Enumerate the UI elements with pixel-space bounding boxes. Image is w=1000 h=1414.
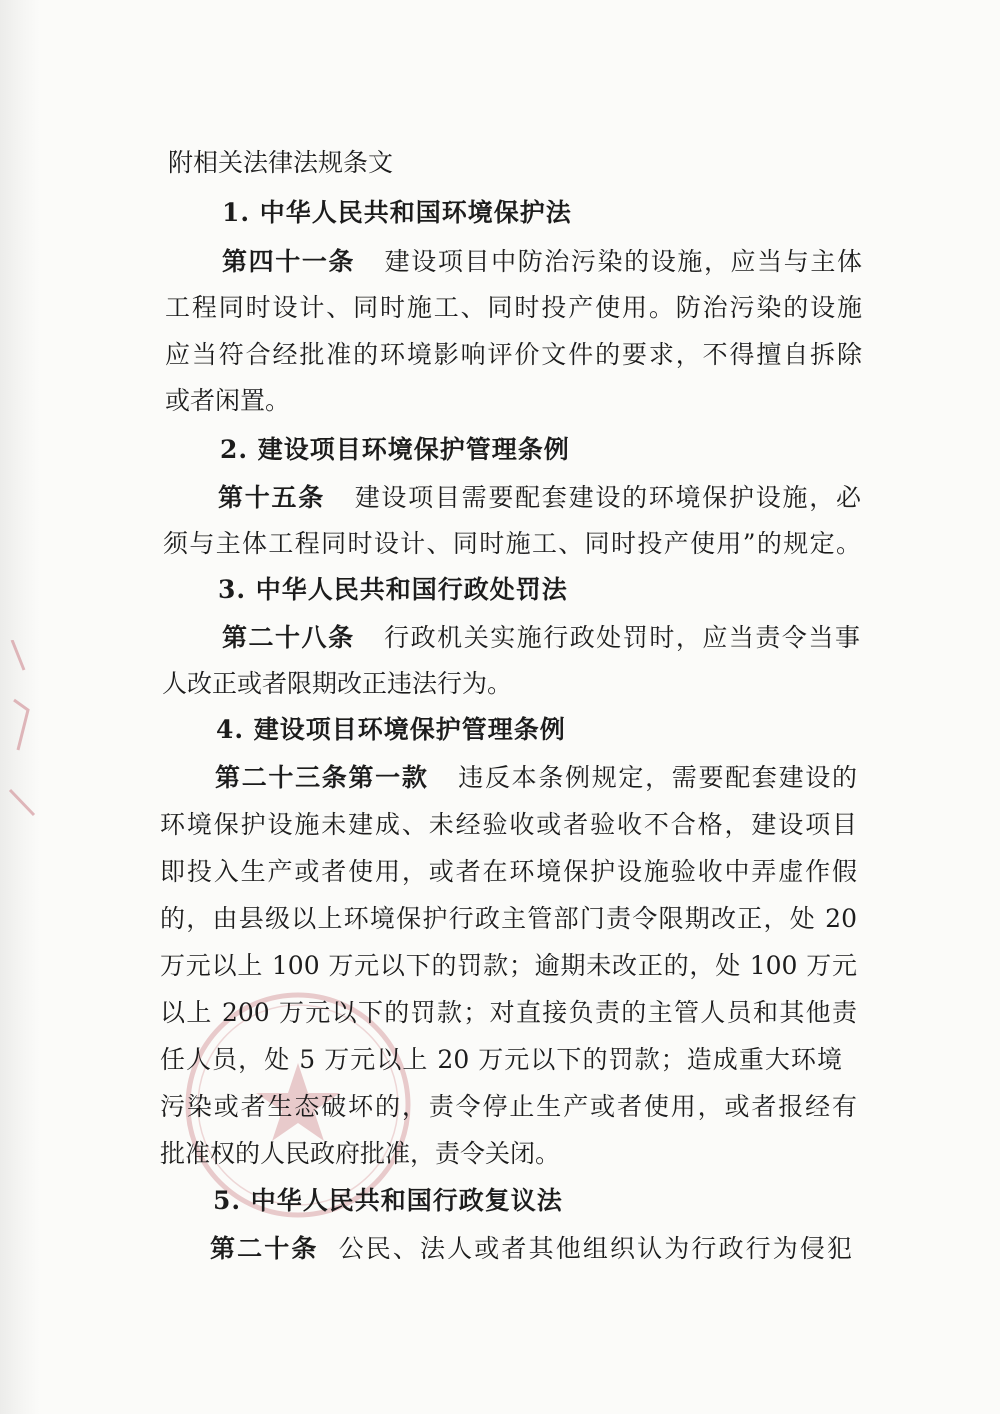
paragraph-text: 建设项目中防治污染的设施，应当与主体 xyxy=(383,247,862,276)
paragraph-line: 万元以上 100 万元以下的罚款；逾期未改正的，处 100 万元 xyxy=(160,951,857,980)
section-heading: 4. 建设项目环境保护管理条例 xyxy=(216,715,566,744)
paragraph-line xyxy=(218,482,861,514)
paragraph-line: 即投入生产或者使用，或者在环境保护设施验收中弄虚作假 xyxy=(160,857,857,886)
paragraph-line: 环境保护设施未建成、未经验收或者验收不合格，建设项目 xyxy=(160,810,857,839)
paragraph-line: 以上 200 万元以下的罚款；对直接负责的主管人员和其他责 xyxy=(160,998,857,1027)
section-heading: 5. 中华人民共和国行政复议法 xyxy=(213,1186,563,1215)
paragraph-text: 违反本条例规定，需要配套建设的 xyxy=(456,763,857,792)
paragraph-line: 或者闲置。 xyxy=(165,386,291,415)
paragraph-line: 工程同时设计、同时施工、同时投产使用。防治污染的设施 xyxy=(165,293,862,322)
doc-title: 附相关法律法规条文 xyxy=(168,148,394,177)
paragraph-line: 应当符合经批准的环境影响评价文件的要求，不得擅自拆除 xyxy=(165,340,862,369)
article-number: 第二十八条 xyxy=(222,623,355,652)
section-heading: 3. 中华人民共和国行政处罚法 xyxy=(218,575,568,604)
section-heading: 1. 中华人民共和国环境保护法 xyxy=(222,198,572,227)
paragraph-line xyxy=(215,762,857,794)
paragraph-line: 的，由县级以上环境保护行政主管部门责令限期改正，处 20 xyxy=(160,904,857,933)
paragraph-line: 批准权的人民政府批准，责令关闭。 xyxy=(160,1139,561,1168)
article-number: 第二十三条第一款 xyxy=(215,763,429,792)
paragraph-line: 任人员，处 5 万元以上 20 万元以下的罚款；造成重大环境 xyxy=(160,1045,842,1074)
article-number: 第四十一条 xyxy=(222,247,356,276)
paragraph-line xyxy=(222,622,860,654)
article-number: 第十五条 xyxy=(218,483,325,512)
paragraph-line: 污染或者生态破坏的，责令停止生产或者使用，或者报经有 xyxy=(160,1092,857,1121)
paragraph-line: 人改正或者限期改正违法行为。 xyxy=(162,669,513,698)
paragraph-line xyxy=(222,246,862,278)
paragraph-text: 行政机关实施行政处罚时，应当责令当事 xyxy=(382,623,860,652)
paragraph-text: 建设项目需要配套建设的环境保护设施，必 xyxy=(352,483,861,512)
section-heading: 2. 建设项目环境保护管理条例 xyxy=(220,435,570,464)
paragraph-text: 公民、法人或者其他组织认为行政行为侵犯 xyxy=(336,1234,852,1263)
binding-seal-fragment xyxy=(4,640,40,840)
paragraph-line xyxy=(210,1233,852,1265)
article-number: 第二十条 xyxy=(210,1234,319,1263)
paragraph-line: 须与主体工程同时设计、同时施工、同时投产使用”的规定。 xyxy=(163,529,861,558)
